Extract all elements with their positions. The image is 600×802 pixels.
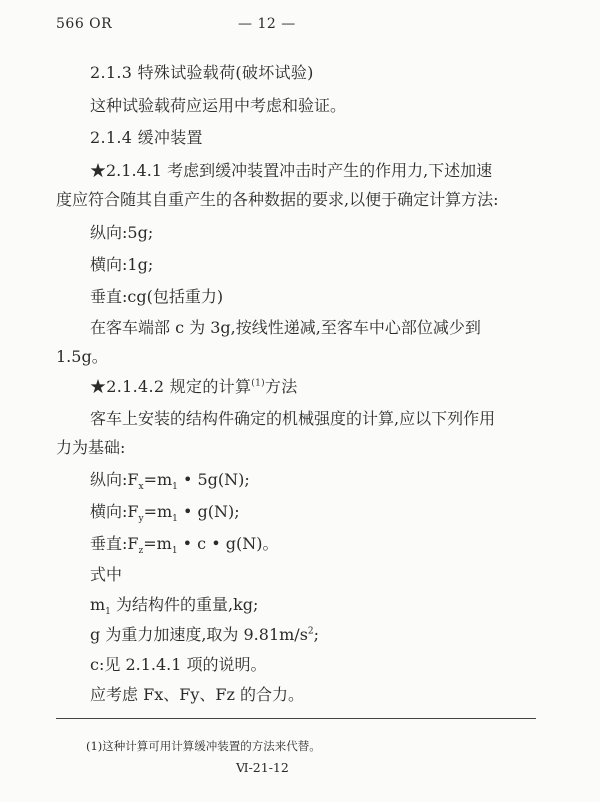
lateral-accel: 横向:1g; [90, 255, 154, 274]
heading-2-1-4-1: ★2.1.4.1 考虑到缓冲装置冲击时产生的作用力,下述加速 [90, 161, 493, 180]
heading-2-1-3: 2.1.3 特殊试验载荷(破坏试验) [90, 63, 314, 82]
heading-2-1-4: 2.1.4 缓冲装置 [90, 128, 203, 147]
footnote-ref: (1) [251, 378, 265, 389]
longitudinal-accel: 纵向:5g; [90, 223, 154, 242]
paragraph-car-end-cont: 1.5g。 [56, 347, 108, 366]
heading-2-1-4-2: ★2.1.4.2 规定的计算$^{(1)}$方法 [90, 377, 298, 396]
paragraph-strength-calc: 客车上安装的结构件确定的机械强度的计算,应以下列作用 [90, 409, 496, 428]
header-code: 566 OR [56, 16, 113, 32]
footnote-divider [56, 718, 536, 719]
formula-lateral: 横向$:F_y=m_1$ • g(N); [90, 502, 240, 525]
paragraph-test-load: 这种试验载荷应运用中考虑和验证。 [90, 96, 347, 115]
page-number: Ⅵ-21-12 [236, 760, 289, 775]
formula-vertical: 垂直$:F_z=m_1$ • c • g(N)。 [90, 534, 279, 557]
definition-c: c:见 2.1.4.1 项的说明。 [90, 655, 267, 674]
paragraph-car-end: 在客车端部 c 为 3g,按线性递减,至客车中心部位减少到 [90, 318, 481, 337]
vertical-accel: 垂直:cg(包括重力) [90, 287, 224, 306]
formula-longitudinal: 纵向$:F_x=m_1$ • 5g(N); [90, 470, 250, 493]
paragraph-strength-calc-cont: 力为基础: [56, 438, 126, 457]
where-label: 式中 [90, 565, 123, 584]
definition-g: g 为重力加速度,取为 $9.81m/s^2$; [90, 625, 320, 644]
header-page-number: — 12 — [238, 16, 296, 32]
footnote: (1)这种计算可用计算缓冲装置的方法来代替。 [86, 739, 321, 753]
resultant-force-note: 应考虑 Fx、Fy、Fz 的合力。 [90, 685, 304, 704]
paragraph-acceleration: 度应符合随其自重产生的各种数据的要求,以便于确定计算方法: [56, 190, 499, 209]
definition-m1: $m_1$ 为结构件的重量,kg; [90, 595, 259, 618]
